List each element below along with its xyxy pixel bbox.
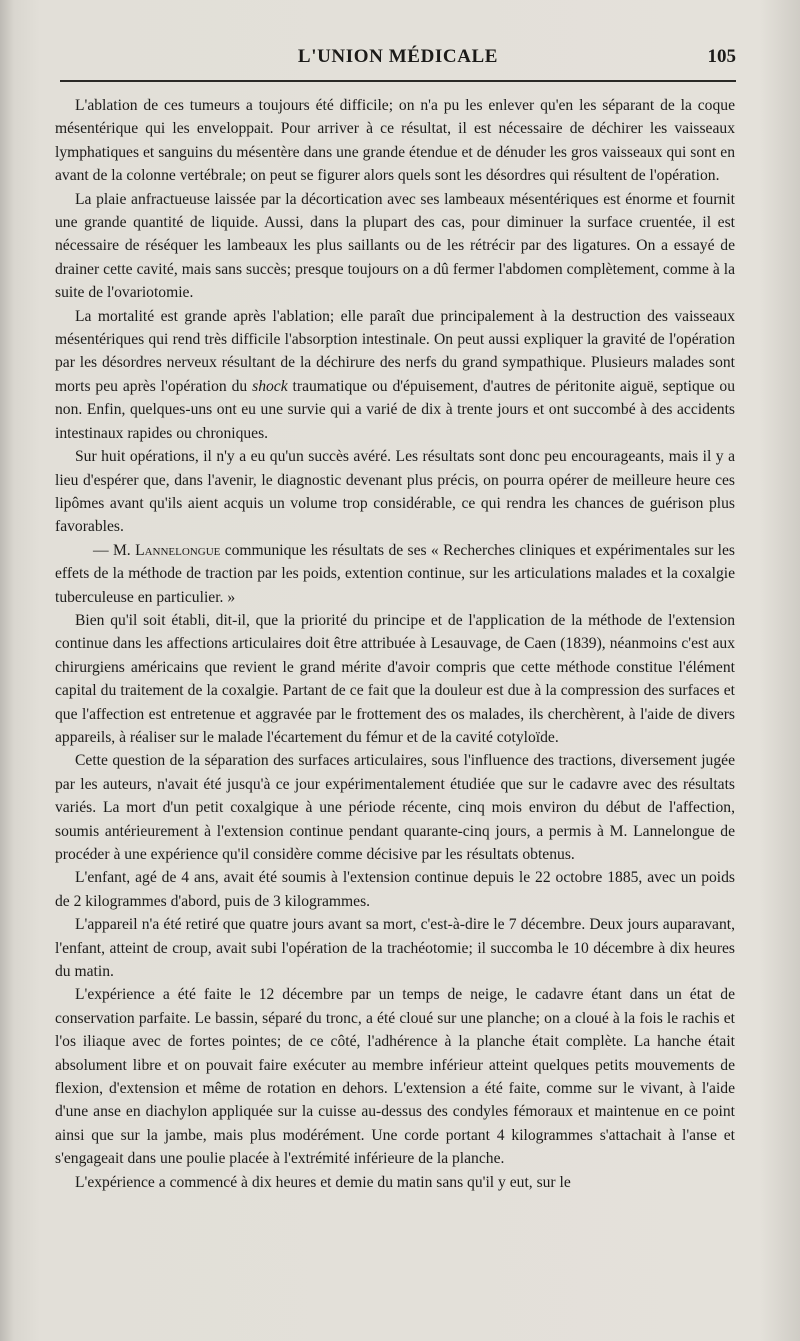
paragraph-separation: Cette question de la séparation des surfaces articulaires, sous l'influence des tractions, diversement jugée par les auteurs, n'avait été jusqu'à ce jour expérimentalement étudiée que sur le cadavre avec des résultats variés. La mort d'un petit coxalgique à une période récente, cinq mois environ du début de l'affection, soumis antérieurement à l'extension continue pendant quarante-cinq jours, a permis à M. Lannelongue de procéder à une expérience qu'il considère comme décisive par les résultats obtenus. [55, 752, 735, 863]
author-name: Lannelongue [135, 541, 221, 559]
paragraph-experience: L'expérience a été faite le 12 décembre par un temps de neige, le cadavre étant dans un état de conservation parfaite. Le bassin, séparé du tronc, a été cloué sur une planche; on a cloué à la fois le rachis et l'os iliaque avec de fortes pointes; de ce côté, l'adhérence à la planche était complète. La hanche était absolument libre et on pouvait faire exécuter au membre inférieur atteint quelques petits mouvements de flexion, d'extension et même de rotation en dehors. L'extension a été faite, comme sur le vivant, à l'aide d'une anse en diachylon appliquée sur la cuisse au-dessus des condyles fémoraux et maintenue en ce point ainsi que sur la jambe, mais plus modérément. Une corde portant 4 kilogrammes s'attachait à l'anse et s'engageait dans une poulie placée à l'extrémité inférieure de la planche. [55, 986, 735, 1168]
paragraph-text: communique les résultats de ses « Recherches cliniques et expérimentales sur les effets de la méthode de traction par les poids, extention continue, sur les articulations malades et la coxalgie tuberculeuse en particulier. » [55, 541, 735, 606]
running-title: L'UNION MÉDICALE [297, 46, 499, 67]
paragraph-methode: Bien qu'il soit établi, dit-il, que la priorité du principe et de l'application de la méthode de l'extension continue dans les affections articulaires doit être attribuée à Lesauvage, de Caen (1839), néanmoins c'est aux chirurgiens américains que revient le grand mérite d'avoir compris que cette méthode constitue l'élément capital du traitement de la coxalgie. Partant de ce fait que la douleur est due à la compression des surfaces et que l'affection est entretenue et aggravée par le frottement des os malades, ils cherchèrent, à l'aide de divers appareils, à réaliser sur le malade l'écartement du fémur et de la cavité cotyloïde. [55, 611, 735, 746]
paragraph-text: traumatique ou d'épuisement, d'autres de péritonite aiguë, septique ou non. Enfin, quelques-uns ont eu une survie qui a varié de dix à trente jours et ont succombé à des accidents intestinaux rapides ou chroniques. [55, 377, 735, 442]
header-rule [60, 80, 736, 82]
paragraph-resultats: Sur huit opérations, il n'y a eu qu'un succès avéré. Les résultats sont donc peu encourageants, mais il y a lieu d'espérer que, dans l'avenir, le diagnostic devenant plus précis, on pourra opérer de meilleure heure ces lipômes avant qu'ils aient acquis un volume trop considérable, ce qui rendra les chances de guérison plus favorables. [55, 448, 735, 536]
paragraph-appareil: L'appareil n'a été retiré que quatre jours avant sa mort, c'est-à-dire le 7 décembre. Deux jours auparavant, l'enfant, atteint de croup, avait subi l'opération de la trachéotomie; il succomba le 10 décembre à dix heures du matin. [55, 916, 735, 981]
paragraph-mortalite [55, 305, 735, 445]
page-header [60, 46, 736, 74]
italic-term: shock [252, 377, 288, 395]
paragraph-experience-start: L'expérience a commencé à dix heures et demie du matin sans qu'il y eut, sur le [75, 1173, 571, 1191]
paragraph-plaie: La plaie anfractueuse laissée par la décortication avec ses lambeaux mésentériques est énorme et fournit une grande quantité de liquide. Aussi, dans la plupart des cas, pour diminuer la surface cruentée, il est nécessaire de réséquer les lambeaux les plus saillants ou de les rétrécir par des ligatures. On a essayé de drainer cette cavité, mais sans succès; presque toujours on a dû fermer l'abdomen complètement, comme à la suite de l'ovariotomie. [55, 190, 735, 302]
paragraph-enfant: L'enfant, agé de 4 ans, avait été soumis à l'extension continue depuis le 22 octobre 1885, avec un poids de 2 kilogrammes d'abord, puis de 3 kilogrammes. [55, 869, 735, 910]
paragraph-text: La mortalité est grande après l'ablation; elle paraît due principalement à la destruction des vaisseaux mésentériques qui rend très difficile l'absorption intestinale. On peut aussi expliquer la gravité de l'opération par les désordres nerveux résultant de la déchirure des nerfs du grand sympathique. Plusieurs malades sont morts peu après l'opération du [55, 307, 735, 395]
article-body [55, 94, 735, 1194]
paragraph-lannelongue [55, 539, 735, 609]
paragraph-ablation: L'ablation de ces tumeurs a toujours été difficile; on n'a pu les enlever qu'en les séparant de la coque mésentérique qui les enveloppait. Pour arriver à ce résultat, il est nécessaire de déchirer les vaisseaux lymphatiques et sanguins du mésentère dans une grande étendue et de dénuder les gros vaisseaux qui sont en avant de la colonne vertébrale; on peut se figurer alors quels sont les désordres qui résultent de l'opération. [55, 97, 735, 185]
page-number: 105 [707, 46, 736, 67]
paragraph-text: — M. [93, 541, 136, 559]
